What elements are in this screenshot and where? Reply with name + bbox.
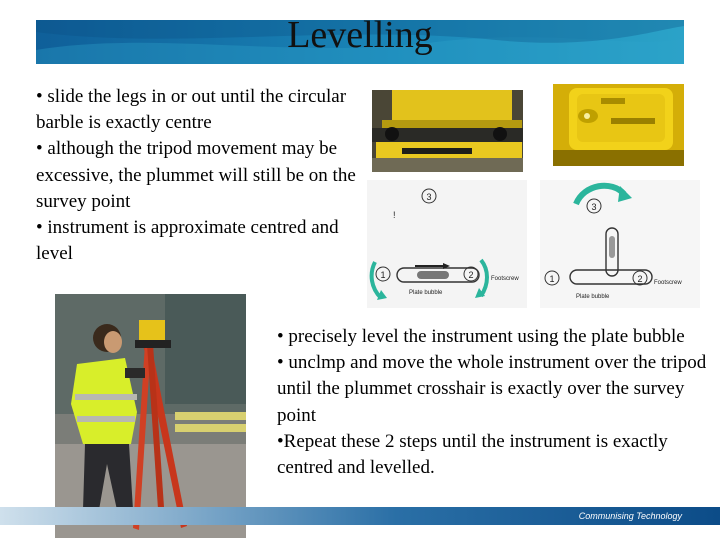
svg-text:!: ! [393,210,396,220]
diag2-step-1: 1 [549,274,555,284]
instrument-base-photo [372,90,523,172]
footscrew-diagram-left [367,180,527,308]
footer-text: Communising Technology [578,511,682,521]
surveyor-photo [55,294,246,538]
slide-title: Levelling [287,14,433,56]
left-bullet-1: • slide the legs in or out until the circular barble is exactly centre [36,86,347,134]
diag2-footscrew-label: Footscrew [654,280,682,286]
diag2-step-3: 3 [591,202,597,212]
diag1-footscrew-label: Footscrew [491,276,519,282]
footer-band [0,507,720,525]
diag1-step-3: 3 [426,192,432,202]
diag2-step-2: 2 [637,274,643,284]
right-bullet-1: • precisely level the instrument using the plate bubble [277,326,685,347]
left-bullet-3: • instrument is approximate centred and level [36,217,339,265]
diag1-plate-bubble-label: Plate bubble [409,290,443,296]
circular-bubble-photo [553,84,684,166]
footscrew-diagram-right [540,180,700,308]
diag1-step-1: 1 [380,270,386,280]
diag2-plate-bubble-label: Plate bubble [576,294,610,300]
diag1-step-2: 2 [468,270,474,280]
left-bullet-2: • although the tripod movement may be excessive, the plummet will still be on the survey point [36,138,356,212]
right-bullet-3: •Repeat these 2 steps until the instrument is exactly centred and levelled. [277,430,668,479]
right-bullet-2: • unclmp and move the whole instrument over the tripod until the plummet crosshair is exactly over the survey point [277,352,707,426]
right-bullet-list [277,324,717,481]
left-bullet-list [36,84,366,267]
